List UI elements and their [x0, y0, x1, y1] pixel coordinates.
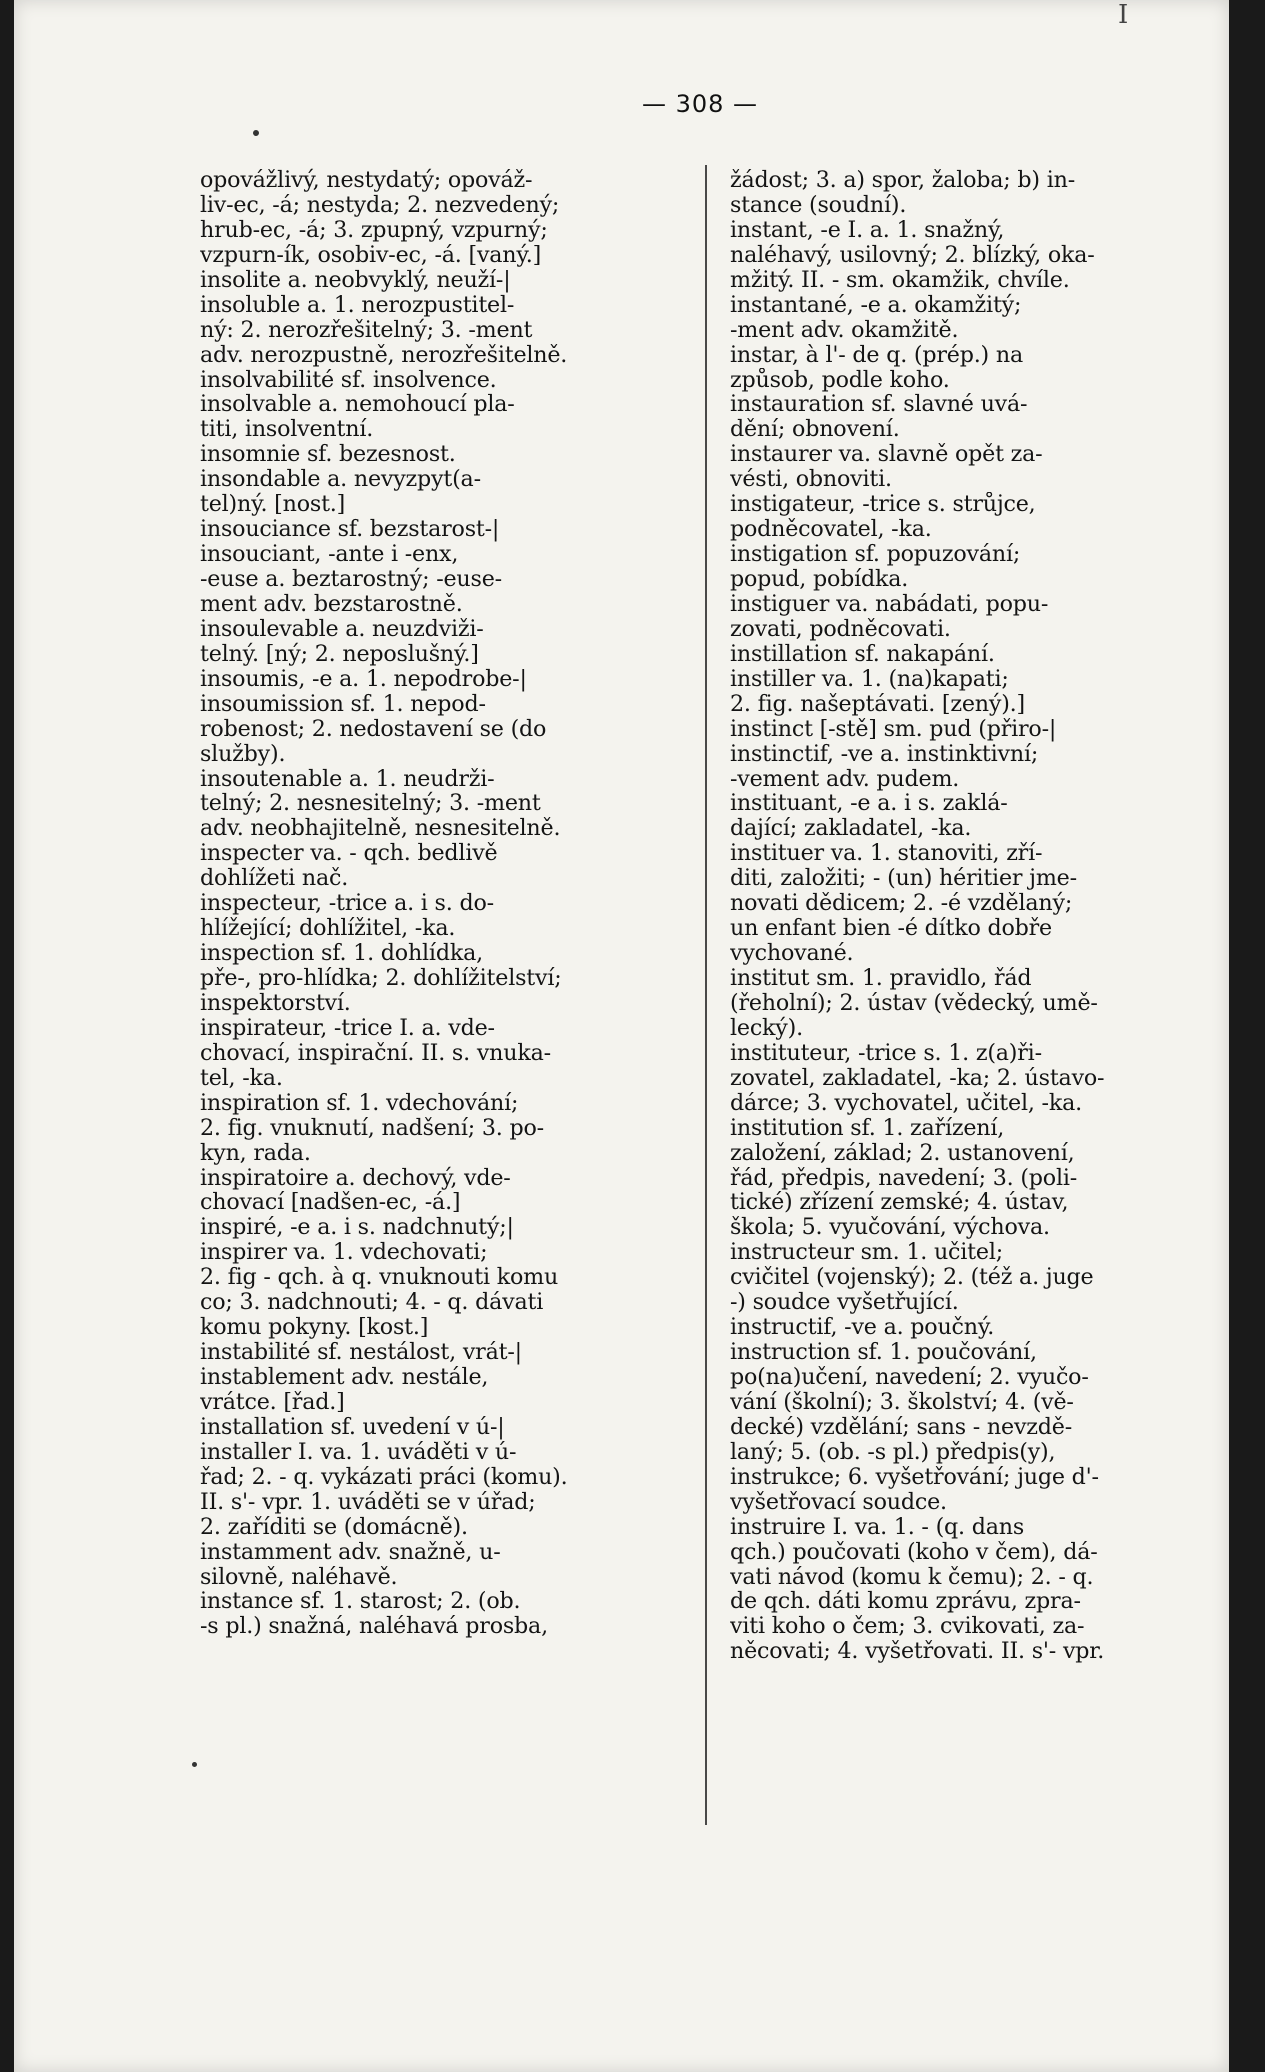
left-column-line: silovně, naléhavě. [200, 1564, 398, 1590]
left-column-line: titi, insolventní. [200, 417, 374, 443]
left-column-line: tel)ný. [nost.] [200, 492, 346, 518]
left-column-line: insoumis, -e a. 1. nepodrobe-| [200, 666, 527, 692]
right-column-line: instinctif, -ve a. instinktivní; [730, 741, 1039, 767]
left-column-line: 2. fig - qch. à q. vnuknouti komu [200, 1265, 559, 1291]
right-column-line: -vement adv. pudem. [730, 766, 960, 792]
right-column-line: instituant, -e a. i s. zaklá- [730, 791, 1008, 817]
column-divider [705, 165, 707, 1825]
left-column-line: 2. zaříditi se (domácně). [200, 1514, 468, 1540]
right-column-line: viti koho o čem; 3. cvikovati, za- [730, 1614, 1085, 1640]
left-column-line: II. s'- vpr. 1. uváděti se v úřad; [200, 1489, 536, 1515]
right-column-line: stance (soudní). [730, 192, 907, 218]
right-column [730, 168, 1200, 1664]
left-column-line: liv-ec, -á; nestyda; 2. nezvedený; [200, 192, 560, 218]
right-column-line: dající; zakladatel, -ka. [730, 816, 972, 842]
left-column-line: insolite a. neobvyklý, neuží-| [200, 267, 511, 293]
right-column-line: 2. fig. našeptávati. [zený).] [730, 691, 1025, 717]
left-column-line: opovážlivý, nestydatý; opováž- [200, 168, 533, 193]
left-column-line: inspection sf. 1. dohlídka, [200, 941, 483, 966]
left-column-line: pře-, pro-hlídka; 2. dohlížitelství; [200, 966, 562, 991]
right-column-line: mžitý. II. - sm. okamžik, chvíle. [730, 267, 1070, 293]
left-column-line: adv. nerozpustně, nerozřešitelně. [200, 342, 568, 368]
left-column-line: chovací, inspirační. II. s. vnuka- [200, 1040, 551, 1066]
left-column-line: robenost; 2. nedostavení se (do [200, 716, 547, 742]
left-column-line: kyn, rada. [200, 1140, 311, 1166]
right-column-line: instiguer va. nabádati, popu- [730, 591, 1049, 617]
left-column-line: insomnie sf. bezesnost. [200, 442, 456, 468]
left-column-line: inspecter va. - qch. bedlivě [200, 841, 498, 867]
right-column-line: naléhavý, usilovný; 2. blízký, oka- [730, 242, 1095, 268]
left-column-line: insondable a. nevyzpyt(a- [200, 467, 481, 493]
ink-dot [192, 1762, 197, 1767]
right-column-line: instruire I. va. 1. - (q. dans [730, 1514, 1025, 1540]
right-column-line: dárce; 3. vychovatel, učitel, -ka. [730, 1090, 1082, 1116]
left-column-line: insouciant, -ante i -enx, [200, 542, 459, 567]
right-column-line: způsob, podle koho. [730, 367, 950, 393]
left-column-line: insoulevable a. neuzdviži- [200, 616, 484, 642]
right-column-line: instinct [-stě] sm. pud (přiro-| [730, 716, 1057, 742]
left-column-line: ný: 2. nerozřešitelný; 3. -ment [200, 317, 533, 343]
right-column-line: instant, -e I. a. 1. snažný, [730, 217, 1005, 243]
left-column-line: telný. [ný; 2. neposlušný.] [200, 641, 479, 667]
left-column-line: služby). [200, 741, 286, 767]
left-column-line: komu pokyny. [kost.] [200, 1315, 429, 1341]
right-column-line: podněcovatel, -ka. [730, 517, 932, 543]
right-column-line: řád, předpis, navedení; 3. (poli- [730, 1165, 1078, 1191]
right-column-line: laný; 5. (ob. -s pl.) předpis(y), [730, 1439, 1056, 1465]
left-column-line: inspiration sf. 1. vdechování; [200, 1090, 519, 1116]
right-column-line: instrukce; 6. vyšetřování; juge d'- [730, 1464, 1099, 1490]
left-column-line: inspirer va. 1. vdechovati; [200, 1240, 488, 1266]
right-column-line: institution sf. 1. zařízení, [730, 1115, 1005, 1141]
ink-dot [253, 130, 259, 136]
right-column-line: instructif, -ve a. poučný. [730, 1315, 995, 1341]
left-column-line: instamment adv. snažně, u- [200, 1539, 501, 1565]
left-column-line: inspiré, -e a. i s. nadchnutý;| [200, 1215, 514, 1241]
left-column-line: inspirateur, -trice I. a. vde- [200, 1015, 495, 1041]
right-column-line: po(na)učení, navedení; 2. vyučo- [730, 1365, 1089, 1390]
right-column-line: vychované. [730, 941, 854, 966]
right-column-line: popud, pobídka. [730, 567, 909, 592]
right-column-line: instar, à l'- de q. (prép.) na [730, 342, 1023, 368]
right-column-line: -) soudce vyšetřující. [730, 1290, 959, 1316]
left-column-line: instance sf. 1. starost; 2. (ob. [200, 1589, 521, 1615]
right-column-line: diti, založiti; - (un) héritier jme- [730, 866, 1077, 892]
right-column-line: un enfant bien -é dítko dobře [730, 916, 1052, 942]
left-column-line: inspiratoire a. dechový, vde- [200, 1165, 511, 1191]
left-column-line: inspecteur, -trice a. i s. do- [200, 891, 494, 917]
left-column [200, 168, 670, 1639]
right-column-line: vati návod (komu k čemu); 2. - q. [730, 1564, 1094, 1590]
right-column-line: vání (školní); 3. školství; 4. (vě- [730, 1389, 1074, 1415]
right-column-line: zovati, podněcovati. [730, 616, 951, 642]
left-column-line: hlížející; dohlížitel, -ka. [200, 916, 456, 942]
right-column-line: něcovati; 4. vyšetřovati. II. s'- vpr. [730, 1639, 1105, 1665]
left-column-line: chovací [nadšen-ec, -á.] [200, 1190, 461, 1216]
left-column-line: insoutenable a. 1. neudrži- [200, 766, 495, 792]
left-column-line: insouciance sf. bezstarost-| [200, 517, 500, 543]
right-column-line: novati dědicem; 2. -é vzdělaný; [730, 891, 1073, 917]
left-column-line: -euse a. beztarostný; -euse- [200, 567, 502, 592]
right-column-line: dění; obnovení. [730, 417, 900, 443]
right-column-line: škola; 5. vyučování, výchova. [730, 1215, 1050, 1241]
left-column-line: -s pl.) snažná, naléhavá prosba, [200, 1614, 548, 1640]
page-number: — 308 — [641, 90, 759, 118]
right-column-line: vyšetřovací soudce. [730, 1489, 947, 1515]
left-column-line: co; 3. nadchnouti; 4. - q. dávati [200, 1290, 544, 1316]
right-column-line: instillation sf. nakapání. [730, 641, 995, 667]
right-column-line: instituer va. 1. stanoviti, zří- [730, 841, 1043, 867]
left-column-line: tel, -ka. [200, 1065, 283, 1091]
right-column-line: qch.) poučovati (koho v čem), dá- [730, 1539, 1098, 1565]
right-column-line: založení, základ; 2. ustanovení, [730, 1140, 1075, 1166]
right-column-line: instauration sf. slavné uvá- [730, 392, 1028, 418]
right-column-line: cvičitel (vojenský); 2. (též a. juge [730, 1265, 1094, 1291]
right-column-line: instaurer va. slavně opět za- [730, 442, 1043, 468]
left-column-line: instablement adv. nestále, [200, 1365, 489, 1390]
right-column-line: instiller va. 1. (na)kapati; [730, 666, 1009, 692]
left-column-line: telný; 2. nesnesitelný; 3. -ment [200, 791, 541, 817]
right-column-line: tické) zřízení zemské; 4. ústav, [730, 1190, 1069, 1216]
right-column-line: instigateur, -trice s. strůjce, [730, 492, 1036, 518]
left-column-line: insolvabilité sf. insolvence. [200, 367, 497, 393]
right-column-line: institut sm. 1. pravidlo, řád [730, 966, 1032, 991]
left-column-line: hrub-ec, -á; 3. zpupný, vzpurný; [200, 217, 548, 243]
left-column-line: řad; 2. - q. vykázati práci (komu). [200, 1464, 568, 1490]
top-mark: I [1118, 0, 1129, 30]
left-column-line: installer I. va. 1. uváděti v ú- [200, 1439, 517, 1465]
left-column-line: adv. neobhajitelně, nesnesitelně. [200, 816, 561, 842]
left-column-line: ment adv. bezstarostně. [200, 591, 463, 617]
right-column-line: -ment adv. okamžitě. [730, 317, 959, 343]
left-column-line: installation sf. uvedení v ú-| [200, 1414, 505, 1440]
left-column-line: insoumission sf. 1. nepod- [200, 691, 486, 717]
right-column-line: instigation sf. popuzování; [730, 542, 1021, 567]
left-column-line: insoluble a. 1. nerozpustitel- [200, 292, 515, 318]
left-column-line: vzpurn-ík, osobiv-ec, -á. [vaný.] [200, 242, 542, 268]
right-column-line: vésti, obnoviti. [730, 467, 892, 493]
left-column-line: inspektorství. [200, 990, 351, 1016]
right-column-line: žádost; 3. a) spor, žaloba; b) in- [730, 168, 1076, 193]
right-column-line: de qch. dáti komu zprávu, zpra- [730, 1589, 1081, 1615]
right-column-line: (řeholní); 2. ústav (vědecký, umě- [730, 990, 1098, 1016]
left-column-line: vrátce. [řad.] [200, 1389, 345, 1415]
right-column-line: lecký). [730, 1015, 803, 1041]
left-column-line: 2. fig. vnuknutí, nadšení; 3. po- [200, 1115, 544, 1141]
right-column-line: zovatel, zakladatel, -ka; 2. ústavo- [730, 1065, 1105, 1091]
left-column-line: instabilité sf. nestálost, vrát-| [200, 1340, 522, 1365]
right-column-line: instruction sf. 1. poučování, [730, 1340, 1037, 1365]
right-column-line: decké) vzdělání; sans - nevzdě- [730, 1414, 1073, 1440]
right-column-line: instantané, -e a. okamžitý; [730, 292, 1022, 318]
right-column-line: instructeur sm. 1. učitel; [730, 1240, 1003, 1266]
right-column-line: instituteur, -trice s. 1. z(a)ři- [730, 1040, 1042, 1066]
left-column-line: insolvable a. nemohoucí pla- [200, 392, 515, 418]
left-column-line: dohlížeti nač. [200, 866, 349, 892]
